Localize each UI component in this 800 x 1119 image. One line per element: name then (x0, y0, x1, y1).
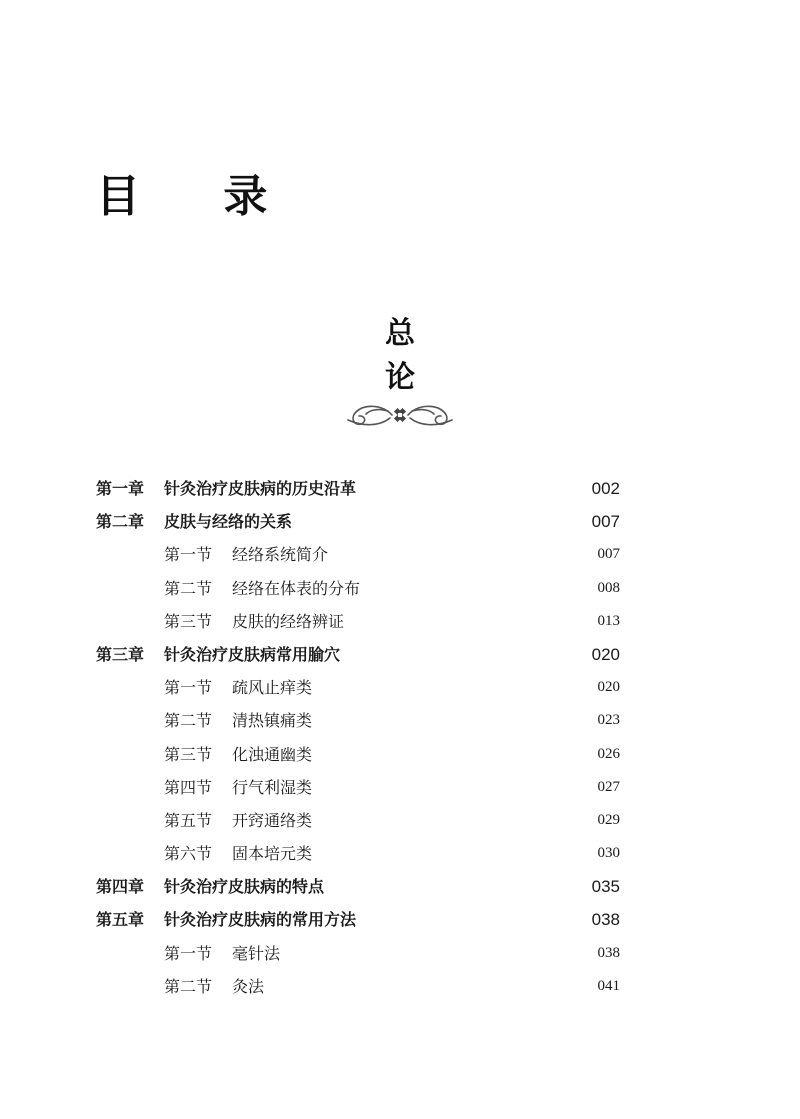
toc-entry-number: 第三章 (96, 644, 145, 664)
toc-entry-label (96, 903, 356, 936)
toc-entry-title: 经络系统简介 (232, 545, 329, 565)
toc-entry-number: 第五章 (96, 910, 145, 930)
toc-entry-number: 第三节 (164, 611, 213, 631)
toc-entry-number: 第一节 (164, 678, 213, 698)
toc-section-row[interactable] (96, 738, 624, 771)
toc-entry-label (164, 671, 312, 704)
toc-entry-number: 第三节 (164, 744, 213, 764)
toc-entry-title: 针灸治疗皮肤病常用腧穴 (164, 644, 341, 664)
toc-section-row[interactable] (96, 704, 624, 737)
toc-section-row[interactable] (96, 771, 624, 804)
toc-page-number: 035 (591, 877, 620, 897)
toc-section-row[interactable] (96, 538, 624, 571)
toc-entry-label (96, 870, 324, 903)
toc-entry-label (164, 538, 328, 571)
toc-page-number: 008 (597, 579, 620, 596)
toc-entry-label (164, 837, 312, 870)
toc-entry-label (96, 638, 340, 671)
toc-page-number: 020 (591, 644, 620, 664)
toc-entry-title: 开窍通络类 (232, 810, 313, 830)
toc-page-number: 026 (597, 745, 620, 762)
toc-page-number: 002 (591, 479, 620, 498)
toc-page-number: 020 (597, 679, 620, 696)
page-title: 目 录 (96, 171, 302, 222)
toc-entry-number: 第四节 (164, 777, 213, 797)
toc-chapter-row[interactable] (96, 870, 624, 903)
toc-entry-number: 第五节 (164, 810, 213, 830)
toc-entry-title: 灸法 (232, 976, 265, 996)
toc-entry-label (164, 937, 280, 970)
toc-page-number: 038 (591, 910, 620, 930)
toc-entry-label (96, 505, 292, 538)
toc-entry-title: 毫针法 (232, 943, 281, 963)
toc-entry-label (164, 704, 312, 737)
toc-entry-number: 第一章 (96, 479, 145, 498)
toc-entry-title: 清热镇痛类 (232, 711, 313, 731)
toc-entry-title: 皮肤与经络的关系 (164, 512, 293, 532)
toc-page-number: 013 (597, 612, 620, 629)
toc-entry-title: 化浊通幽类 (232, 744, 313, 764)
toc-section-row[interactable] (96, 937, 624, 970)
toc-section-row[interactable] (96, 837, 624, 870)
toc-entry-number: 第二节 (164, 578, 213, 598)
toc-section-row[interactable] (96, 671, 624, 704)
toc-entry-number: 第六节 (164, 844, 213, 864)
toc-page-number: 007 (597, 546, 620, 563)
toc-entry-number: 第一节 (164, 943, 213, 963)
toc-page-number: 027 (597, 778, 620, 795)
toc-section-row[interactable] (96, 572, 624, 605)
toc-page-number: 041 (597, 977, 620, 994)
toc-entry-title: 皮肤的经络辨证 (232, 611, 345, 631)
toc-entry-title: 固本培元类 (232, 844, 313, 864)
toc-section-row[interactable] (96, 970, 624, 1003)
toc-section-row[interactable] (96, 804, 624, 837)
toc-chapter-row[interactable] (96, 638, 624, 671)
toc-entry-label (96, 472, 356, 505)
toc-page-number: 007 (591, 512, 620, 532)
toc-entry-label (164, 738, 312, 771)
toc-entry-title: 行气利湿类 (232, 777, 313, 797)
toc-chapter-row[interactable] (96, 505, 624, 538)
section-header (330, 308, 470, 430)
toc-entry-title: 针灸治疗皮肤病的常用方法 (164, 910, 357, 930)
toc-section-row[interactable] (96, 605, 624, 638)
table-of-contents (96, 472, 624, 1003)
toc-entry-title: 针灸治疗皮肤病的历史沿革 (164, 479, 357, 498)
toc-chapter-row[interactable] (96, 903, 624, 936)
toc-entry-number: 第二章 (96, 512, 145, 532)
toc-entry-label (164, 804, 312, 837)
toc-entry-number: 第二节 (164, 976, 213, 996)
toc-entry-label (164, 771, 312, 804)
toc-page-number: 023 (597, 712, 620, 729)
toc-entry-title: 针灸治疗皮肤病的特点 (164, 877, 325, 897)
toc-entry-label (164, 605, 344, 638)
toc-entry-number: 第四章 (96, 877, 145, 897)
toc-entry-number: 第二节 (164, 711, 213, 731)
toc-entry-number: 第一节 (164, 545, 213, 565)
toc-entry-title: 疏风止痒类 (232, 678, 313, 698)
toc-page-number: 038 (597, 944, 620, 961)
toc-chapter-row[interactable] (96, 472, 624, 505)
toc-page-number: 030 (597, 845, 620, 862)
toc-entry-label (164, 970, 264, 1003)
toc-entry-label (164, 572, 360, 605)
section-title: 总 论 (385, 316, 435, 395)
toc-entry-title: 经络在体表的分布 (232, 578, 361, 598)
floral-divider-icon (342, 400, 458, 430)
toc-page-number: 029 (597, 811, 620, 828)
